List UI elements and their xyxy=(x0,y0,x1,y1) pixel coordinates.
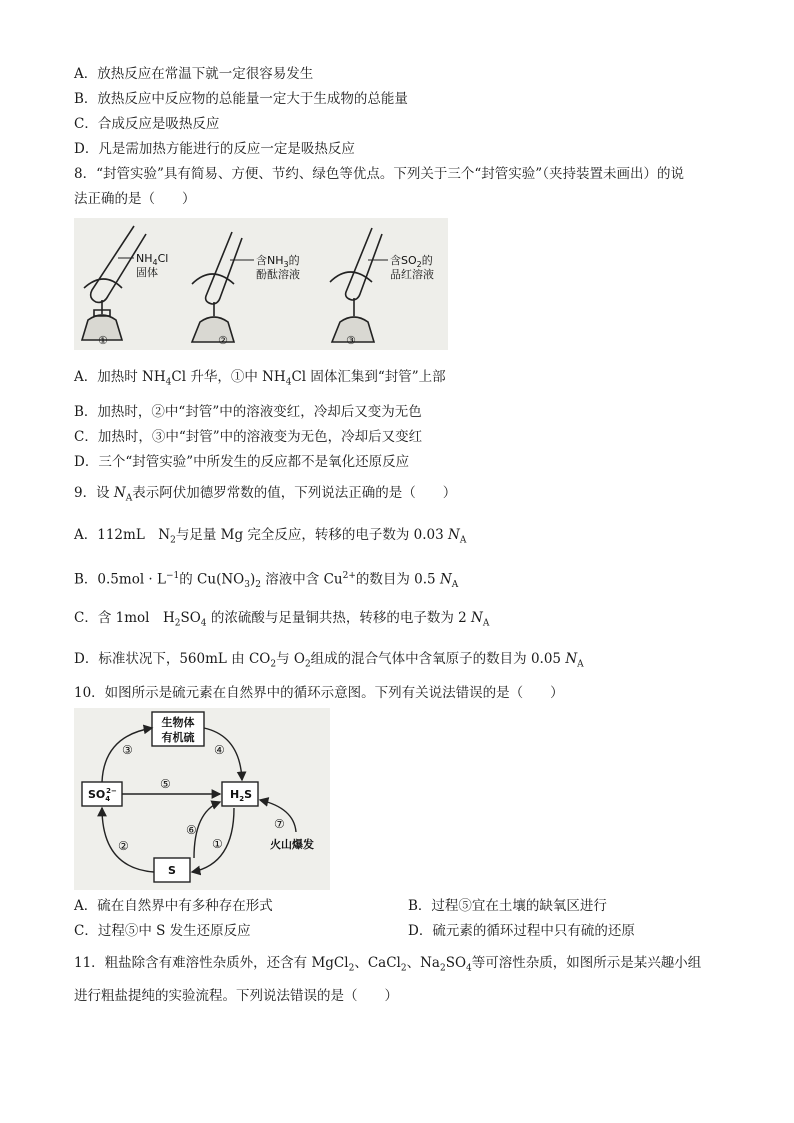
q7-option-c: C．合成反应是吸热反应 xyxy=(74,116,220,132)
q7-option-d: D．凡是需加热方能进行的反应一定是吸热反应 xyxy=(74,141,355,157)
label-1-d: 固体 xyxy=(136,266,158,279)
q11-stem-line2: 进行粗盐提纯的实验流程。下列说法错误的是（ ） xyxy=(74,988,398,1004)
svg-text:生物体: 生物体 xyxy=(161,716,195,729)
q10-option-a: A．硫在自然界中有多种存在形式 xyxy=(74,898,273,914)
apparatus-number-3: ③ xyxy=(346,334,356,347)
q8-stem-line2: 法正确的是（ ） xyxy=(74,191,196,207)
q8-option-c: C．加热时，③中“封管”中的溶液变为无色，冷却后又变红 xyxy=(74,429,423,445)
label-1-a: $NH_4Cl$ xyxy=(136,252,169,267)
label-3-d: 品红溶液 xyxy=(390,268,434,281)
svg-text:S: S xyxy=(168,864,176,877)
q8-option-b: B．加热时，②中“封管”中的溶液变红，冷却后又变为无色 xyxy=(74,404,422,420)
label-2-a: 含$NH_3$的 xyxy=(256,254,300,269)
svg-text:③: ③ xyxy=(122,743,133,757)
q10-stem: 10．如图所示是硫元素在自然界中的循环示意图。下列有关说法错误的是（ ） xyxy=(74,685,564,701)
q10-option-b: B．过程⑤宜在土壤的缺氧区进行 xyxy=(408,898,607,914)
svg-text:①: ① xyxy=(212,837,223,851)
q7-option-a: A．放热反应在常温下就一定很容易发生 xyxy=(74,66,314,82)
q9-option-b: B．$0.5mol \cdot L^{-1}$的 $Cu(NO_3)_2$ 溶液中含 $Cu^{2+}$的数目为 0.5 $N_A$ xyxy=(74,571,459,591)
svg-text:②: ② xyxy=(118,839,129,853)
q8-stem-line1: 8．“封管实验”具有简易、方便、节约、绿色等优点。下列关于三个“封管实验”（夹持装置未画出）的说 xyxy=(74,166,684,182)
q9-stem: 9．设 $N_A$表示阿伏加德罗常数的值，下列说法正确的是（ ） xyxy=(74,485,457,504)
svg-text:H2S: $H_2S$ xyxy=(230,788,253,803)
q9-option-c: C．含 1mol $H_2SO_4$ 的浓硫酸与足量铜共热，转移的电子数为 2 $N_A$ xyxy=(74,610,490,629)
q9-option-a: A．112mL $N_2$与足量 Mg 完全反应，转移的电子数为 0.03 $N_A$ xyxy=(74,527,467,546)
q7-option-b: B．放热反应中反应物的总能量一定大于生成物的总能量 xyxy=(74,91,408,107)
q11-stem-line1: 11．粗盐除含有难溶性杂质外，还含有 MgCl$_2$、CaCl$_2$、$Na_2SO_4$等可溶性杂质，如图所示是某兴趣小组 xyxy=(74,955,702,974)
q8-option-a: A．加热时 $NH_4Cl$ 升华，①中 $NH_4Cl$ 固体汇集到“封管”上部 xyxy=(74,369,446,388)
svg-text:⑦: ⑦ xyxy=(274,817,285,831)
sulfur-cycle-figure xyxy=(74,708,330,890)
q10-option-c: C．过程⑤中 S 发生还原反应 xyxy=(74,923,251,939)
label-volcano: 火山爆发 xyxy=(270,838,314,851)
q8-option-d: D．三个“封管实验”中所发生的反应都不是氧化还原反应 xyxy=(74,454,410,470)
svg-text:有机硫: 有机硫 xyxy=(161,731,195,744)
q9-option-d: D．标准状况下，560mL 由 $CO_2$与 $O_2$组成的混合气体中含氧原子的数目为 0.05 $N_A$ xyxy=(74,651,584,670)
svg-text:④: ④ xyxy=(214,743,225,757)
apparatus-number-1: ① xyxy=(98,334,108,347)
sealed-tube-figure xyxy=(74,218,448,350)
label-2-d: 酚酞溶液 xyxy=(256,268,300,281)
svg-text:SO42−: $SO_42-$ xyxy=(88,787,117,803)
label-3-a: 含$SO_2$的 xyxy=(390,254,433,269)
svg-text:⑥: ⑥ xyxy=(186,823,197,837)
svg-text:⑤: ⑤ xyxy=(160,777,171,791)
apparatus-number-2: ② xyxy=(218,334,228,347)
q10-option-d: D．硫元素的循环过程中只有硫的还原 xyxy=(408,923,635,939)
